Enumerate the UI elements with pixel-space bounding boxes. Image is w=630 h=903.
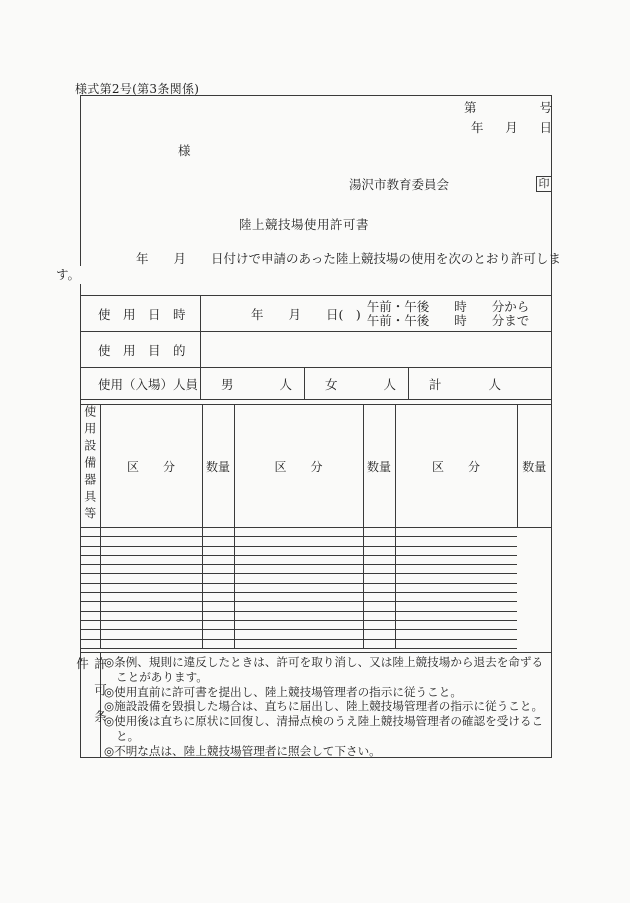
equipment-cell [202,602,234,611]
equipment-cell [81,528,100,537]
equipment-cell [363,546,395,555]
total-unit: 人 [488,376,501,392]
equipment-col-qty-1: 数量 [202,405,234,528]
equipment-cell [234,546,363,555]
equipment-cell [363,583,395,592]
total-label: 計 [429,376,442,392]
equipment-cell [395,611,517,620]
intro-paragraph-line1: 年 月 日付けで申請のあった陸上競技場の使用を次のとおり許可しま [136,251,561,266]
equipment-cell [100,555,202,564]
seal-box: 印 [536,176,552,192]
form-header [56,96,561,295]
usage-time-to: 午前・午後 時 分まで [366,312,530,328]
equipment-cell [234,611,363,620]
conditions-text-block [101,653,551,758]
equipment-cell [395,602,517,611]
equipment-cell [100,528,202,537]
equipment-cell [363,639,395,648]
equipment-cell [81,546,100,555]
equipment-row [81,602,551,611]
attendance-male-cell [201,368,304,399]
equipment-cell [234,583,363,592]
equipment-cell [202,528,234,537]
equipment-cell [363,537,395,546]
equipment-cell [81,537,100,546]
equipment-cell [81,583,100,592]
equipment-cell [363,555,395,564]
equipment-col-category-1: 区 分 [100,405,202,528]
equipment-col-qty-2: 数量 [363,405,395,528]
equipment-cell [363,620,395,629]
equipment-cell [234,537,363,546]
date-day-label: 日 [539,120,552,135]
equipment-cell [100,537,202,546]
equipment-row [81,528,551,537]
equipment-header-row [81,405,551,528]
equipment-cell [363,630,395,639]
equipment-cell [363,593,395,602]
equipment-cell [363,565,395,574]
issue-date-line [471,118,552,136]
equipment-row [81,593,551,602]
equipment-cell [100,546,202,555]
condition-line: ことがあります。 [116,669,208,684]
doc-no-suffix: 号 [539,100,552,115]
equipment-cell [234,574,363,583]
equipment-cell [202,583,234,592]
equipment-cell [100,639,202,648]
attendance-total-cell [408,368,551,399]
issuer-line [349,175,552,193]
attendance-label: 使用（入場）人員 [81,368,201,399]
conditions-side-label: 許可条件 [74,657,108,737]
male-label: 男 [221,376,234,392]
attendance-row [81,367,551,399]
equipment-side-label: 使用設備器具等 [82,405,97,524]
equipment-side-label-cell [81,405,100,528]
usage-purpose-label: 使 用 目 的 [81,332,201,367]
equipment-cell [100,620,202,629]
equipment-cell [81,602,100,611]
usage-datetime-row [81,295,551,331]
equipment-row [81,565,551,574]
condition-line: と。 [116,728,140,743]
equipment-cell [363,528,395,537]
equipment-row [81,583,551,592]
equipment-cell [395,528,517,537]
condition-line: ◎施設設備を毀損した場合は、直ちに届出し、陸上競技場管理者の指示に従うこと。 [104,699,544,714]
equipment-table [81,404,551,649]
equipment-col-qty-3: 数量 [517,405,551,528]
equipment-cell [234,602,363,611]
equipment-cell [81,639,100,648]
intro-paragraph-line2: す。 [53,266,83,284]
equipment-cell [395,574,517,583]
equipment-cell [81,620,100,629]
condition-line: ◎使用後は直ちに原状に回復し、清掃点検のうえ陸上競技場管理者の確認を受けるこ [104,714,544,729]
usage-info-table [81,295,551,400]
usage-time-range [367,300,530,328]
equipment-cell [234,639,363,648]
condition-line: ◎条例、規則に違反したときは、許可を取り消し、又は陸上競技場から退去を命ずる [104,655,544,669]
attendance-female-cell [304,368,408,399]
equipment-cell [234,555,363,564]
equipment-col-category-2: 区 分 [234,405,363,528]
form-number-label: 様式第2号(第3条関係) [75,82,200,96]
equipment-cell [363,602,395,611]
equipment-cell [234,630,363,639]
equipment-cell [234,565,363,574]
equipment-col-category-3: 区 分 [395,405,517,528]
equipment-cell [100,574,202,583]
equipment-cell [395,583,517,592]
equipment-cell [202,611,234,620]
equipment-cell [100,593,202,602]
equipment-cell [100,583,202,592]
equipment-cell [100,602,202,611]
issuer-name: 湯沢市教育委員会 [349,177,450,192]
condition-line: ◎使用直前に許可書を提出し、陸上競技場管理者の指示に従うこと。 [104,684,462,699]
equipment-cell [202,565,234,574]
usage-purpose-value [201,332,551,367]
equipment-cell [395,593,517,602]
equipment-cell [81,630,100,639]
condition-line: ◎不明な点は、陸上競技場管理者に照会して下さい。 [104,743,381,758]
equipment-row [81,537,551,546]
equipment-row [81,574,551,583]
equipment-cell [202,555,234,564]
equipment-cell [81,574,100,583]
equipment-cell [100,611,202,620]
equipment-cell [202,593,234,602]
equipment-cell [395,565,517,574]
usage-purpose-row [81,331,551,367]
equipment-cell [100,565,202,574]
male-unit: 人 [279,376,292,392]
equipment-cell [395,555,517,564]
equipment-cell [202,630,234,639]
equipment-cell [395,630,517,639]
equipment-cell [395,620,517,629]
usage-time-from: 午前・午後 時 分から [366,298,530,314]
equipment-cell [202,574,234,583]
equipment-cell [81,611,100,620]
equipment-cell [81,593,100,602]
equipment-cell [234,593,363,602]
equipment-row [81,630,551,639]
equipment-row [81,546,551,555]
equipment-row [81,555,551,564]
female-label: 女 [325,376,338,392]
female-unit: 人 [383,376,396,392]
permit-conditions-section [74,652,551,758]
equipment-cell [202,537,234,546]
document-number-line [464,98,552,116]
equipment-cell [202,620,234,629]
equipment-cell [395,639,517,648]
equipment-row [81,620,551,629]
equipment-row [81,611,551,620]
usage-datetime-label: 使 用 日 時 [81,296,201,331]
addressee-honorific: 様 [178,143,191,158]
equipment-cell [81,555,100,564]
usage-date-placeholder: 年 月 日( ) [251,306,361,322]
equipment-cell [100,630,202,639]
equipment-cell [395,537,517,546]
document-title: 陸上競技場使用許可書 [239,217,370,232]
equipment-cell [363,574,395,583]
equipment-cell [363,611,395,620]
equipment-row [81,639,551,648]
permit-form-sheet [56,95,561,758]
equipment-cell [234,620,363,629]
date-year-label: 年 [471,120,484,135]
conditions-side-label-cell [74,653,108,758]
usage-datetime-value [201,296,551,331]
date-month-label: 月 [505,120,518,135]
equipment-cell [202,546,234,555]
equipment-cell [234,528,363,537]
equipment-cell [395,546,517,555]
doc-no-prefix: 第 [464,100,477,115]
equipment-cell [202,639,234,648]
attendance-cells [201,368,551,399]
equipment-cell [81,565,100,574]
